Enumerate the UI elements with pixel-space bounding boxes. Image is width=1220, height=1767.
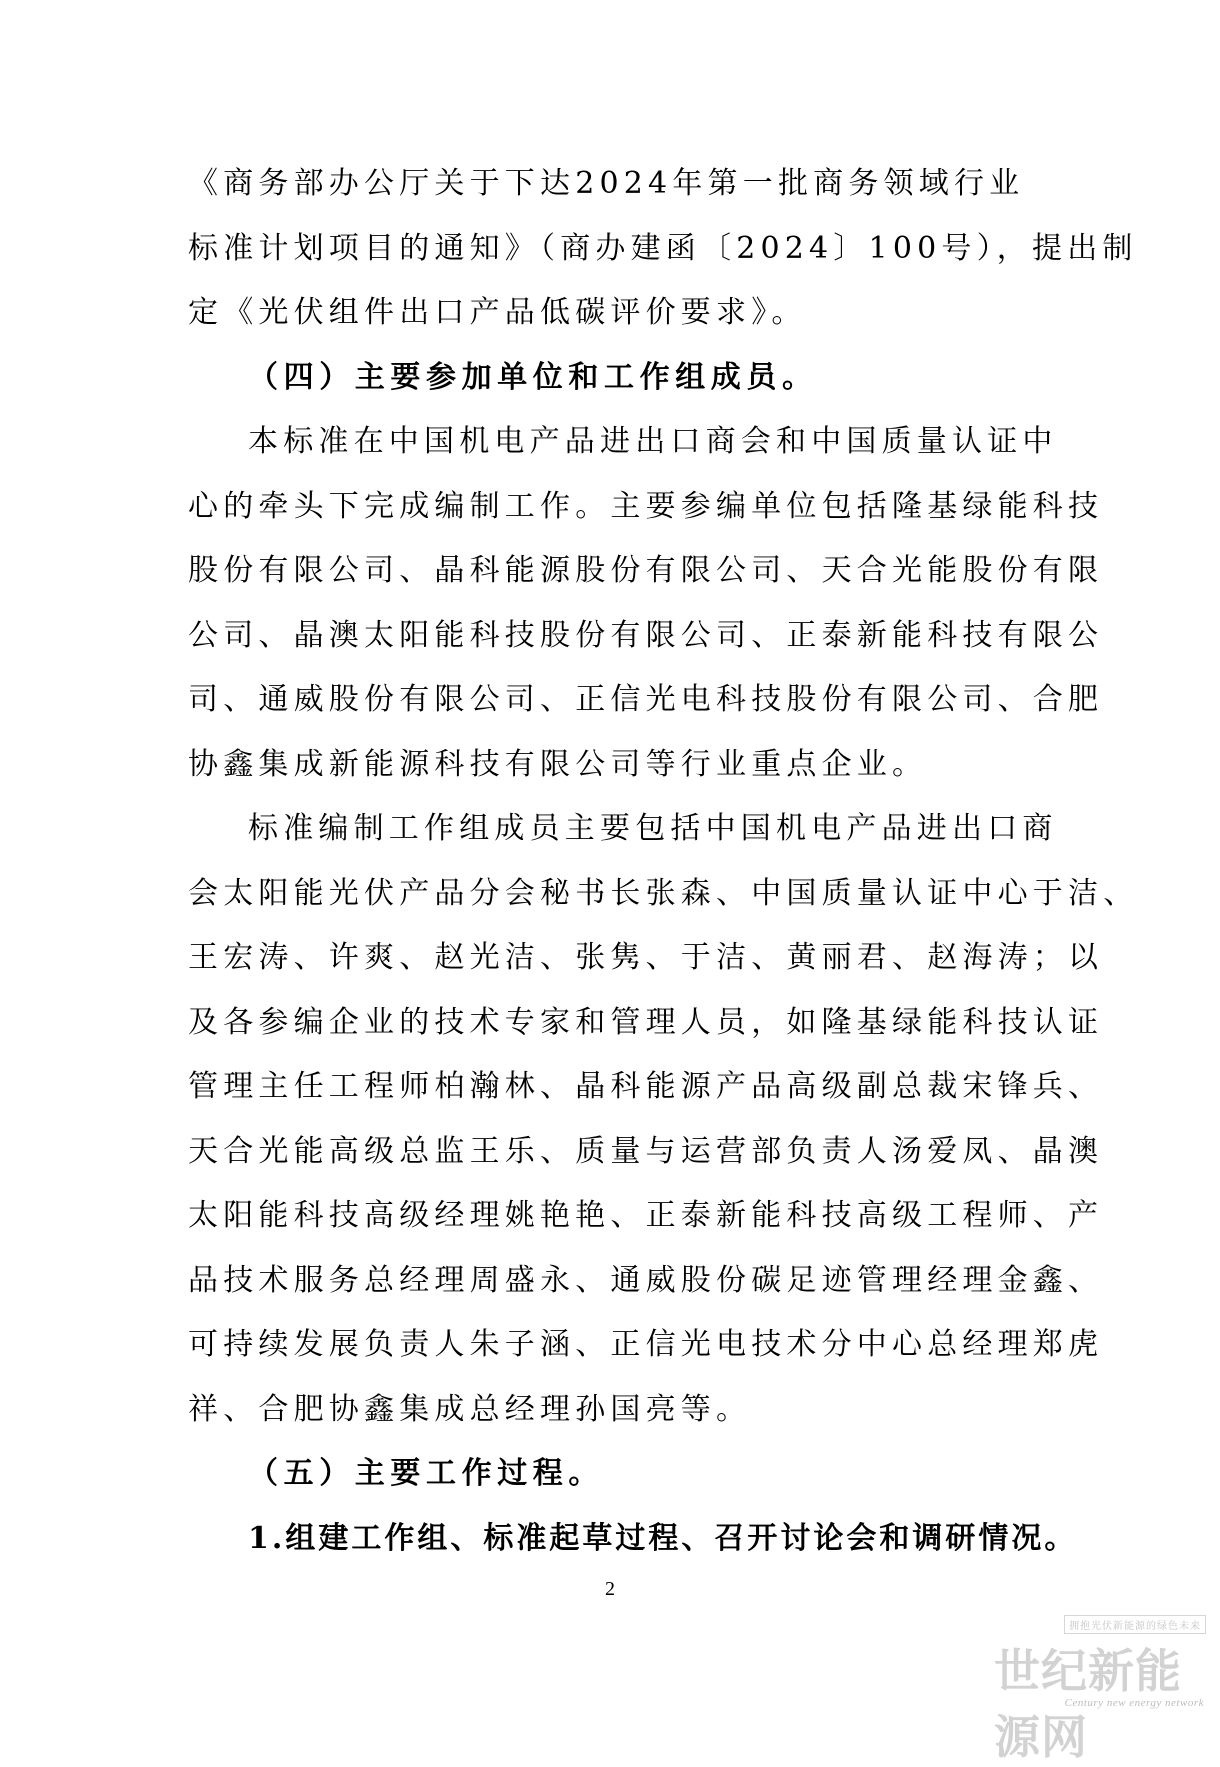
text-line: 品技术服务总经理周盛永、通威股份碳足迹管理经理金鑫、 xyxy=(188,1262,1104,1298)
text-line: 本标准在中国机电产品进出口商会和中国质量认证中 xyxy=(248,424,1058,459)
section-heading-4: （四）主要参加单位和工作组成员。 xyxy=(248,359,818,395)
watermark-slogan: 拥抱光伏新能源的绿色未来 xyxy=(1064,1615,1206,1634)
text-line: 太阳能科技高级经理姚艳艳、正泰新能科技高级工程师、产 xyxy=(188,1198,1104,1233)
body-text xyxy=(188,152,1139,1571)
watermark-english-name: Century new energy network xyxy=(1064,1697,1204,1709)
text-line: 公司、晶澳太阳能科技股份有限公司、正泰新能科技有限公 xyxy=(188,617,1104,653)
text-line: 心的牵头下完成编制工作。主要参编单位包括隆基绿能科技 xyxy=(188,488,1104,524)
text-line: 《商务部办公厅关于下达2024年第一批商务领域行业 xyxy=(188,166,1025,201)
text-line: 管理主任工程师柏瀚林、晶科能源产品高级副总裁宋锋兵、 xyxy=(188,1069,1104,1104)
text-line: 协鑫集成新能源科技有限公司等行业重点企业。 xyxy=(188,746,928,782)
text-line: 祥、合肥协鑫集成总经理孙国亮等。 xyxy=(188,1391,752,1427)
section-heading-5: （五）主要工作过程。 xyxy=(248,1456,604,1491)
watermark-logo xyxy=(994,1615,1206,1764)
text-line: 标准编制工作组成员主要包括中国机电产品进出口商 xyxy=(248,811,1058,846)
text-line: 天合光能高级总监王乐、质量与运营部负责人汤爱凤、晶澳 xyxy=(188,1133,1104,1169)
text-line: 可持续发展负责人朱子涵、正信光电技术分中心总经理郑虎 xyxy=(188,1327,1104,1362)
watermark-site-name: 世纪新能源网 xyxy=(994,1644,1182,1764)
text-line: 标准计划项目的通知》（商办建函〔2024〕100号），提出制 xyxy=(188,230,1138,266)
text-line: 及各参编企业的技术专家和管理人员，如隆基绿能科技认证 xyxy=(188,1004,1104,1040)
text-line: 会太阳能光伏产品分会秘书长张森、中国质量认证中心于洁、 xyxy=(188,875,1139,911)
text-line: 司、通威股份有限公司、正信光电科技股份有限公司、合肥 xyxy=(188,682,1104,717)
text-line: 定《光伏组件出口产品低碳评价要求》。 xyxy=(188,295,807,330)
subsection-heading-1: 1.组建工作组、标准起草过程、召开讨论会和调研情况。 xyxy=(248,1520,1078,1556)
page-number: 2 xyxy=(605,1578,615,1600)
text-line: 王宏涛、许爽、赵光洁、张隽、于洁、黄丽君、赵海涛；以 xyxy=(188,940,1104,975)
text-line: 股份有限公司、晶科能源股份有限公司、天合光能股份有限 xyxy=(188,553,1104,588)
